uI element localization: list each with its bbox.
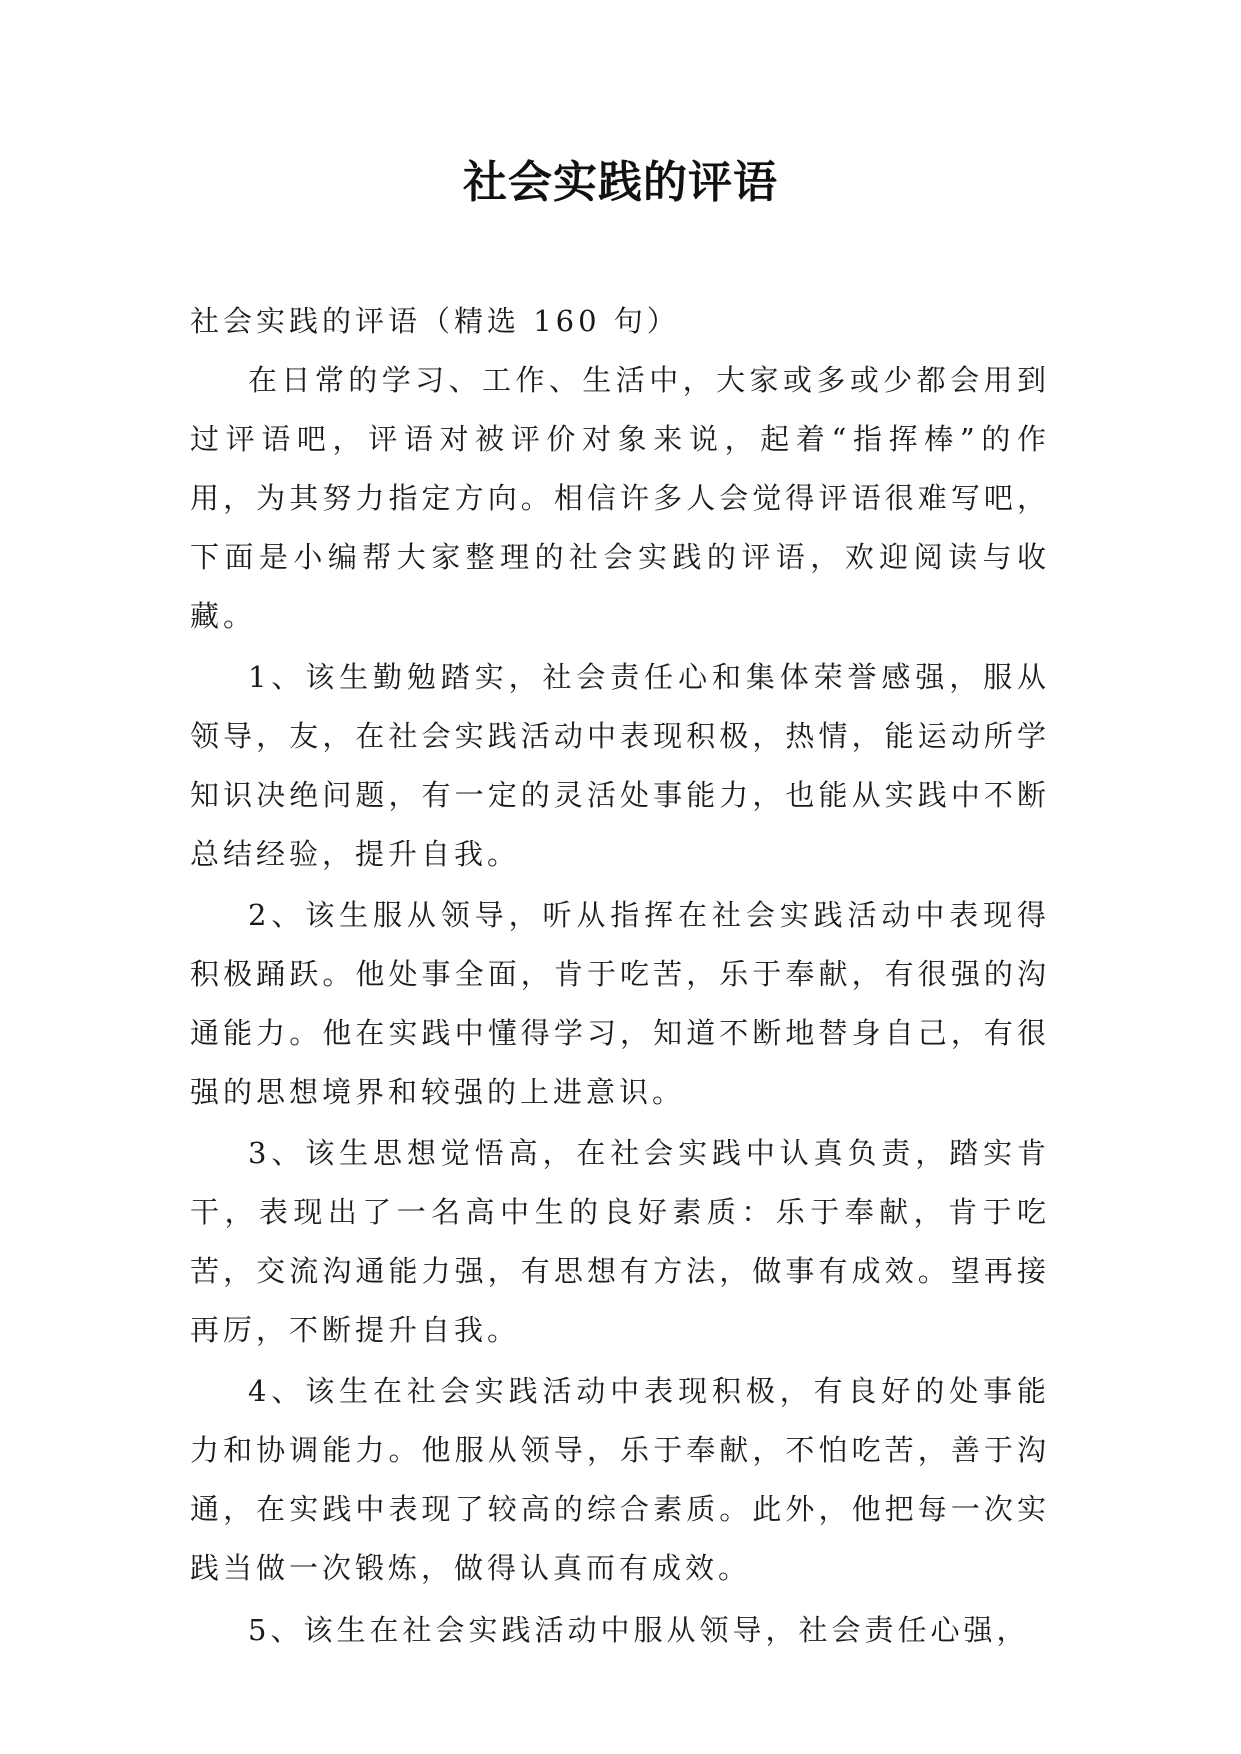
document-title: 社会实践的评语 <box>463 157 778 208</box>
comment-item-2: 2、该生服从领导，听从指挥在社会实践活动中表现得积极踊跃。他处事全面，肯于吃苦，乐于奉献，有很强的沟通能力。他在实践中懂得学习，知道不断地替身自己，有很强的思想境界和较强的上进意识。 <box>190 898 1050 1109</box>
comment-item-3: 3、该生思想觉悟高，在社会实践中认真负责，踏实肯干，表现出了一名高中生的良好素质：乐于奉献，肯于吃苦，交流沟通能力强，有思想有方法，做事有成效。望再接再厉，不断提升自我。 <box>190 1136 1050 1347</box>
document-subtitle: 社会实践的评语（精选 160 句） <box>190 304 680 338</box>
document-body <box>190 292 1050 1660</box>
comment-item-4: 4、该生在社会实践活动中表现积极，有良好的处事能力和协调能力。他服从领导，乐于奉献，不怕吃苦，善于沟通，在实践中表现了较高的综合素质。此外，他把每一次实践当做一次锻炼，做得认真而有成效。 <box>190 1374 1050 1585</box>
comment-item-5: 5、该生在社会实践活动中服从领导，社会责任心强， <box>248 1613 1030 1647</box>
comment-item-1: 1、该生勤勉踏实，社会责任心和集体荣誉感强，服从领导，友，在社会实践活动中表现积极，热情，能运动所学知识决绝问题，有一定的灵活处事能力，也能从实践中不断总结经验，提升自我。 <box>190 660 1050 871</box>
intro-paragraph: 在日常的学习、工作、生活中，大家或多或少都会用到过评语吧，评语对被评价对象来说，起着“指挥棒”的作用，为其努力指定方向。相信许多人会觉得评语很难写吧，下面是小编帮大家整理的社会实践的评语，欢迎阅读与收藏。 <box>190 363 1050 633</box>
